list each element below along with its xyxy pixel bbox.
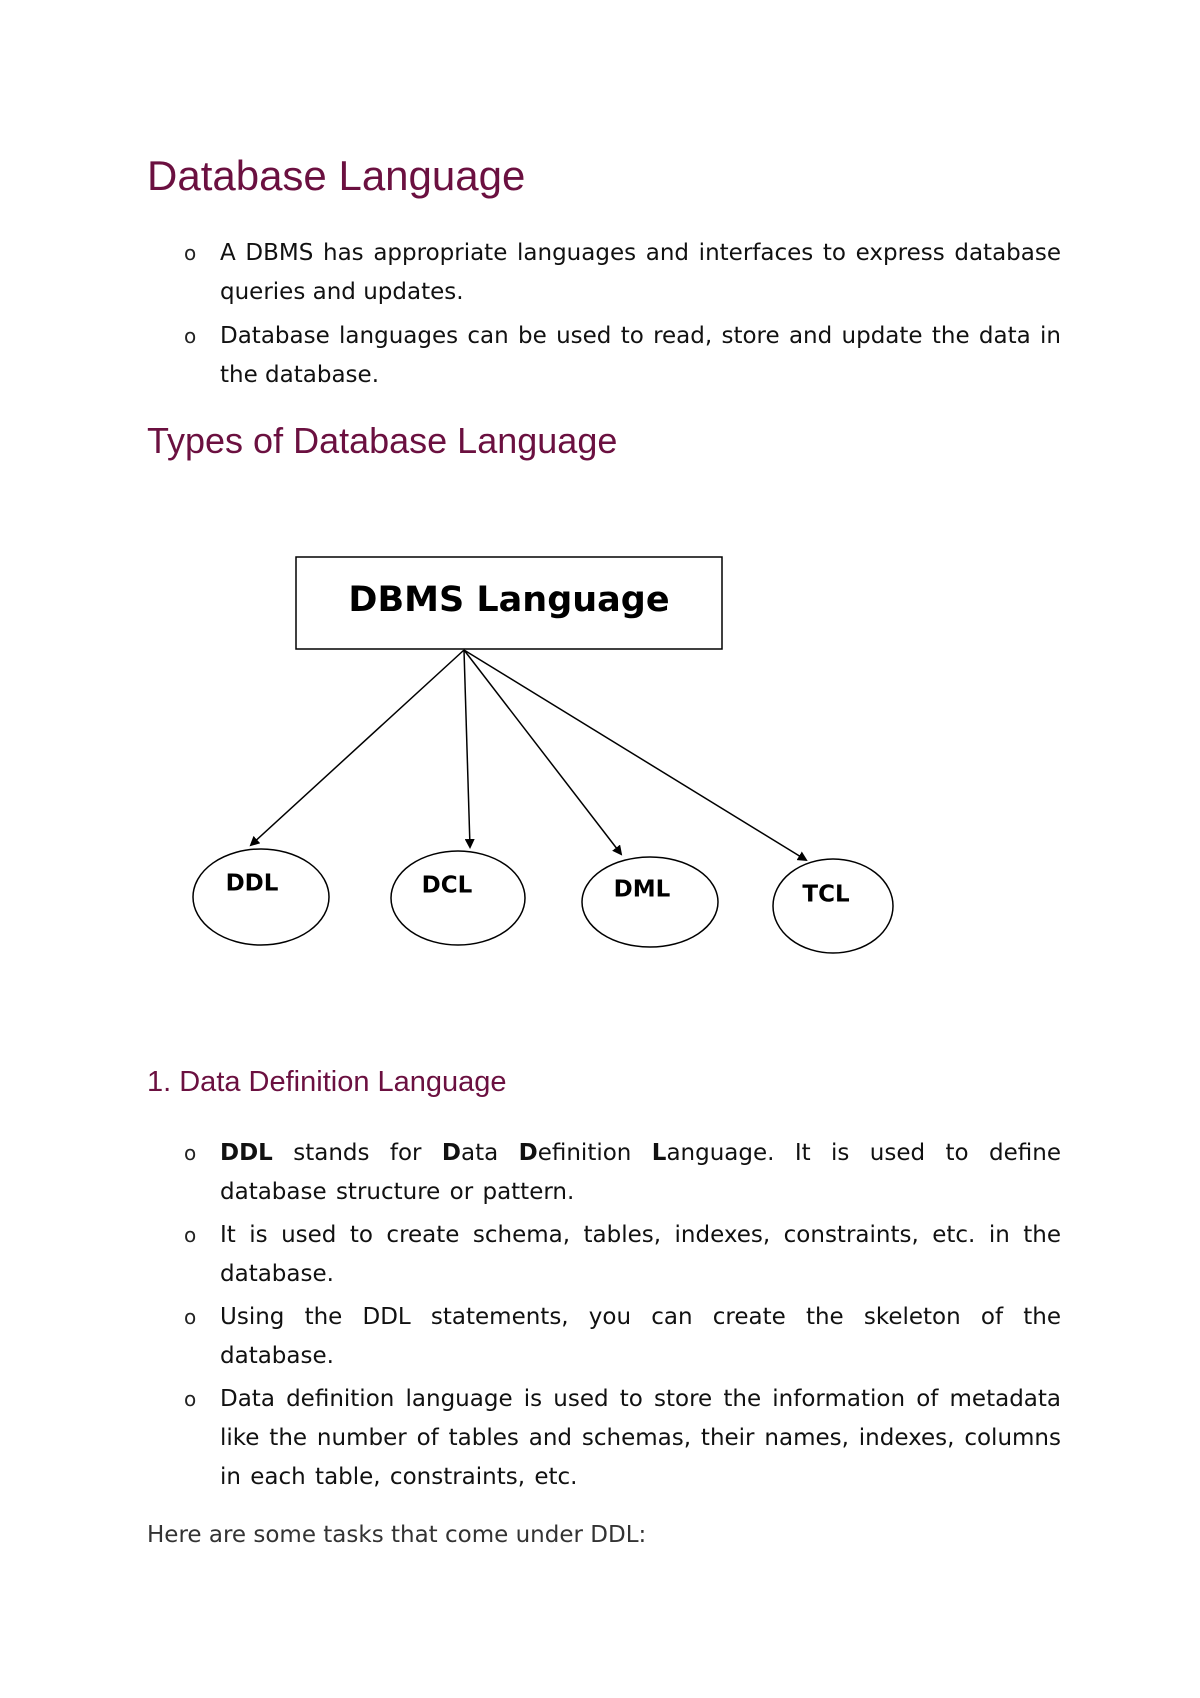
list-item-text: A DBMS has appropriate languages and interfaces to express database queries and updates.: [220, 240, 1061, 305]
initial-letter: D: [518, 1140, 538, 1166]
word-fragment: anguage. It is used to define database structure or pattern.: [220, 1140, 1061, 1205]
section-heading-ddl: 1. Data Definition Language: [147, 1066, 507, 1098]
list-item: [184, 317, 1061, 395]
ddl-abbreviation: DDL: [220, 1140, 273, 1166]
list-item-text: It is used to create schema, tables, indexes, constraints, etc. in the database.: [220, 1222, 1061, 1287]
bullet-circle-icon: o: [184, 241, 197, 265]
list-item: [184, 1134, 1061, 1212]
edge-ddl: [251, 650, 464, 845]
dbms-language-diagram: [180, 550, 920, 970]
node-dcl-label: DCL: [421, 872, 473, 899]
bullet-circle-icon: o: [184, 1387, 197, 1411]
diagram-canvas: [180, 550, 920, 970]
edge-dml: [464, 650, 621, 854]
list-item-text: Database languages can be used to read, store and update the data in the database.: [220, 323, 1061, 388]
list-item: [184, 1216, 1061, 1294]
intro-bullet-list: [0, 234, 1200, 395]
ddl-bullet-list: [0, 1134, 1200, 1497]
word-fragment: ata: [461, 1140, 519, 1166]
edge-dcl: [464, 650, 470, 847]
section-heading-types: Types of Database Language: [147, 420, 618, 461]
edge-tcl: [464, 650, 806, 860]
list-item: [184, 1380, 1061, 1497]
list-item-text: Using the DDL statements, you can create the skeleton of the database.: [220, 1304, 1061, 1369]
initial-letter: D: [441, 1140, 462, 1166]
list-item: [184, 1298, 1061, 1376]
node-dml-label: DML: [613, 876, 671, 903]
node-ddl: [193, 849, 329, 945]
bullet-circle-icon: o: [184, 1223, 197, 1247]
initial-letter: L: [651, 1140, 667, 1166]
page-title: Database Language: [147, 152, 526, 199]
list-item-text: Data definition language is used to store the information of metadata like the number of tables and schemas, their names, indexes, columns in each table, constraints, etc.: [220, 1386, 1061, 1490]
node-ddl-label: DDL: [225, 870, 279, 897]
root-node-label: DBMS Language: [348, 580, 670, 620]
stands-for-text: stands for: [272, 1140, 442, 1166]
bullet-circle-icon: o: [184, 1305, 197, 1329]
closing-paragraph: Here are some tasks that come under DDL:: [147, 1522, 647, 1548]
word-fragment: efinition: [537, 1140, 652, 1166]
bullet-circle-icon: o: [184, 324, 197, 348]
bullet-circle-icon: o: [184, 1141, 197, 1165]
node-tcl-label: TCL: [802, 881, 850, 908]
list-item: [184, 234, 1061, 312]
